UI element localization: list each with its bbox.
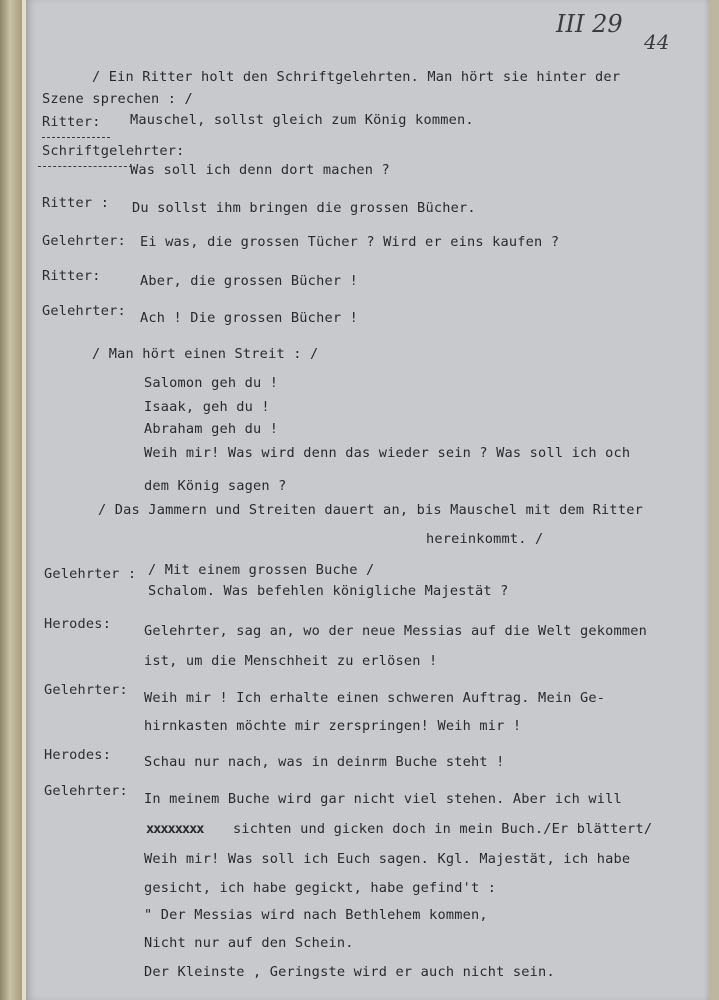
struck-out-word: xxxxxxxx [146,821,204,837]
dialogue-line: Was soll ich denn dort machen ? [130,162,390,178]
dialogue-line: Schau nur nach, was in deinrm Buche steht ! [144,754,505,770]
dialogue-line: " Der Messias wird nach Bethlehem kommen, [144,907,488,923]
speaker-label: Gelehrter: [42,233,126,249]
dialogue-line: ist, um die Menschheit zu erlösen ! [144,653,438,669]
dialogue-line: sichten und gicken doch in mein Buch./Er blättert/ [233,821,653,837]
speaker-label: Gelehrter: [42,303,126,319]
speaker-label: Gelehrter : [44,566,137,582]
dialogue-line: Ei was, die grossen Tücher ? Wird er eins kaufen ? [140,234,560,250]
stage-direction: / Ein Ritter holt den Schriftgelehrten. Man hört sie hinter der [92,69,621,85]
book-binding [0,0,22,1000]
dialogue-line: Isaak, geh du ! [144,399,270,415]
speaker-label: Herodes: [44,747,112,763]
dialogue-line: Weih mir ! Ich erhalte einen schweren Auftrag. Mein Ge- [144,690,606,706]
dialogue-line: Abraham geh du ! [144,421,279,437]
dialogue-line: Mauschel, sollst gleich zum König kommen. [130,112,474,128]
dialogue-line: gesicht, ich habe gegickt, habe gefind't : [144,880,497,896]
speaker-label: Herodes: [44,616,112,632]
stage-direction: / Man hört einen Streit : / [92,346,319,362]
page-number-annotation: 44 [644,30,670,54]
speaker-underline [38,166,132,167]
dialogue-line: Gelehrter, sag an, wo der neue Messias auf die Welt gekommen [144,623,648,639]
stage-direction: hereinkommt. / [426,531,544,547]
speaker-label: Ritter: [42,268,101,284]
speaker-label: Gelehrter: [44,682,128,698]
dialogue-line: Nicht nur auf den Schein. [144,935,354,951]
dialogue-line: Aber, die grossen Bücher ! [140,273,358,289]
dialogue-line: In meinem Buche wird gar nicht viel stehen. Aber ich will [144,791,622,807]
stage-direction: / Das Jammern und Streiten dauert an, bis Mauschel mit dem Ritter [98,502,643,518]
dialogue-line: hirnkasten möchte mir zerspringen! Weih mir ! [144,718,522,734]
folio-annotation: III 29 [556,10,623,38]
stage-direction: / Mit einem grossen Buche / [148,562,375,578]
dialogue-line: Schalom. Was befehlen königliche Majestät ? [148,583,509,599]
dialogue-line: Der Kleinste , Geringste wird er auch nicht sein. [144,964,555,980]
speaker-label: Ritter: [42,114,101,130]
stage-direction: Szene sprechen : / [42,91,193,107]
dialogue-line: Weih mir! Was soll ich Euch sagen. Kgl. Majestät, ich habe [144,851,631,867]
speaker-label: Schriftgelehrter: [42,143,185,159]
typescript-page [26,0,710,1000]
speaker-label: Ritter : [42,195,110,211]
speaker-underline [42,137,110,138]
speaker-label: Gelehrter: [44,783,128,799]
dialogue-line: dem König sagen ? [144,478,287,494]
dialogue-line: Ach ! Die grossen Bücher ! [140,310,358,326]
dialogue-line: Du sollst ihm bringen die grossen Bücher. [132,200,476,216]
dialogue-line: Weih mir! Was wird denn das wieder sein ? Was soll ich och [144,445,631,461]
dialogue-line: Salomon geh du ! [144,375,279,391]
